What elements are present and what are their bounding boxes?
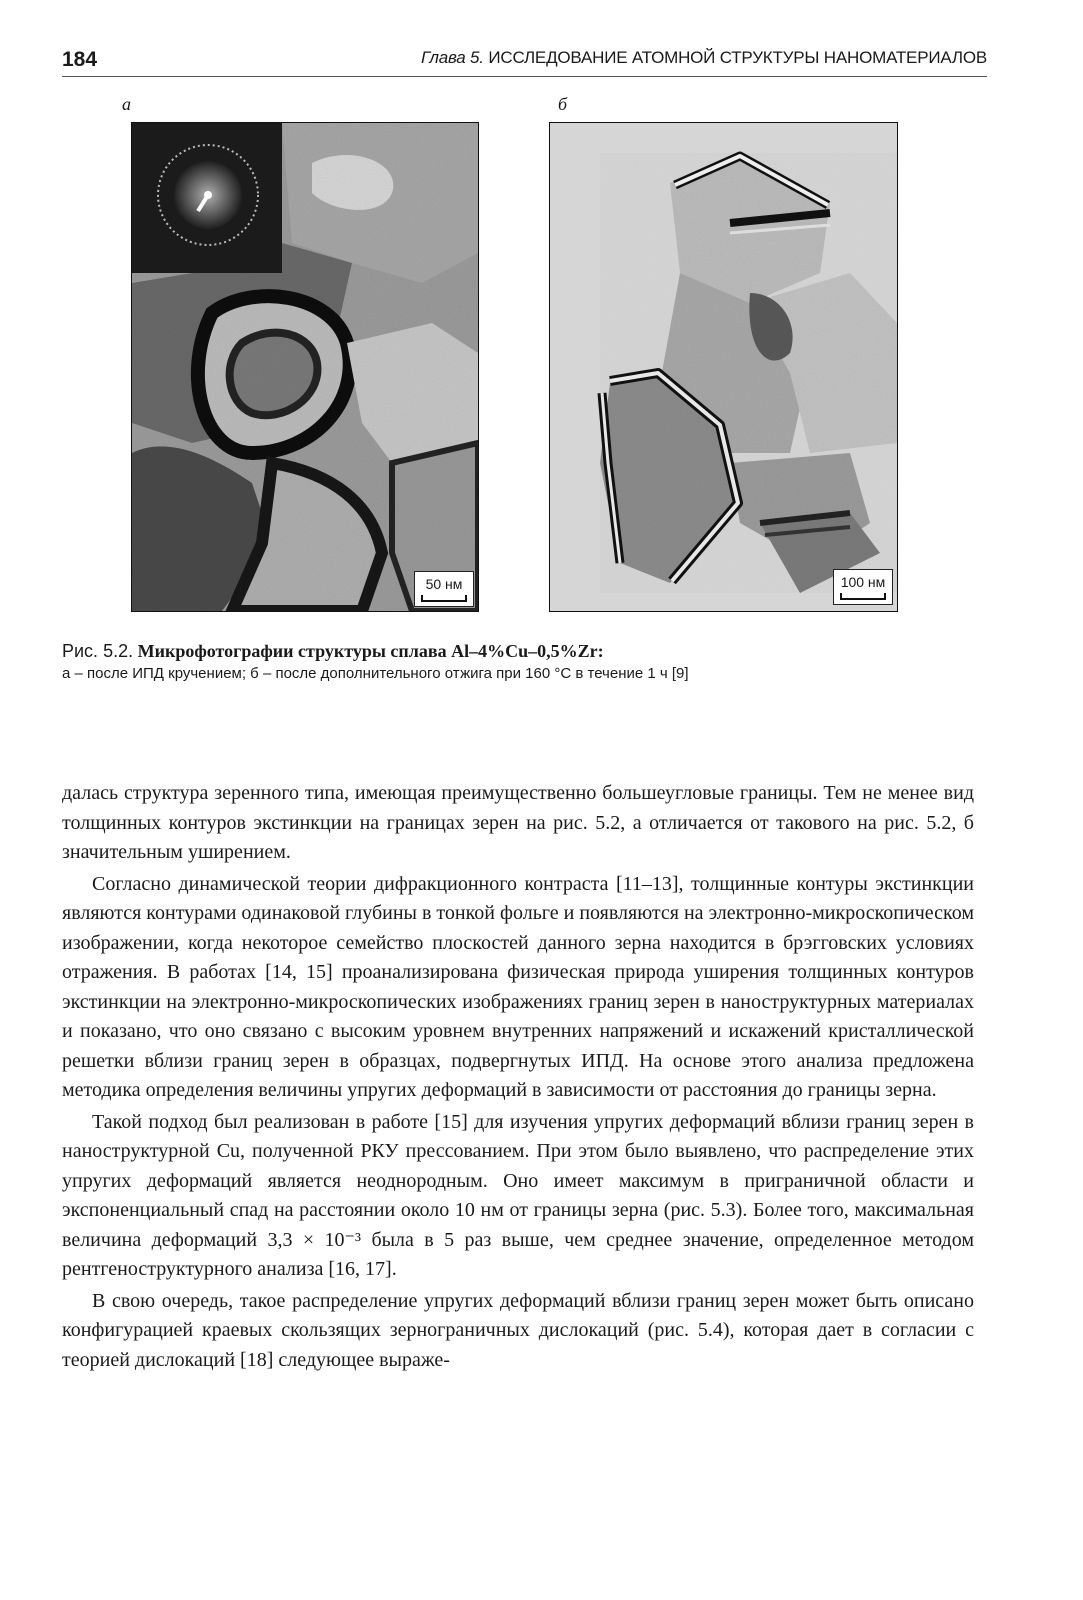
caption-subtitle: а – после ИПД кручением; б – после дополнительного отжига при 160 °С в течение 1 ч [9]: [62, 665, 689, 682]
caption-number: Рис. 5.2.: [62, 641, 134, 661]
header-rule: [62, 76, 987, 77]
panel-b-label: б: [558, 94, 568, 114]
page-number: 184: [62, 48, 98, 71]
micrograph-a-image: [132, 123, 478, 611]
scale-bar-a-line: [421, 595, 467, 602]
page-header: [62, 44, 987, 74]
scale-bar-b-label: 100 нм: [840, 574, 886, 590]
micrograph-a: [131, 122, 479, 612]
paragraph-3: Такой подход был реализован в работе [15] для изучения упругих деформаций вблизи границ зерен в наноструктурной Cu, полученной РКУ прессованием. При этом было выявлено, что распределение этих упругих деформаций является неоднородным. Оно имеет максимум в приграничной области и экспоненциальный спад на расстоянии около 10 нм от границы зерна (рис. 5.3). Более того, максимальная величина деформаций 3,3 × 10⁻³ была в 5 раз выше, чем среднее значение, определенное методом рентгеноструктурного анализа [16, 17].: [62, 1110, 974, 1280]
paragraph-2: Согласно динамической теории дифракционного контраста [11–13], толщинные контуры экстинкции являются контурами одинаковой глубины в тонкой фольге и появляются на электронно-микроскопическом изображении, когда некоторое семейство плоскостей данного зерна находится в брэгговских условиях отражения. В работах [14, 15] проанализирована физическая природа уширения толщинных контуров экстинкции на электронно-микроскопических изображениях границ зерен в наноструктурных материалах и показано, что оно связано с высоким уровнем внутренних напряжений и искажений кристаллической решетки вблизи границ зерен в образцах, подвергнутых ИПД. На основе этого анализа предложена методика определения величины упругих деформаций в зависимости от расстояния до границы зерна.: [62, 872, 974, 1101]
scale-bar-b-line: [840, 593, 886, 600]
running-title: [421, 48, 987, 68]
chapter-label: Глава 5.: [421, 48, 484, 67]
micrograph-b: [549, 122, 898, 612]
caption-heading: Микрофотографии структуры сплава Al–4%Cu–0,5%Zr:: [137, 641, 604, 661]
figure-caption: [62, 640, 992, 685]
paragraph-4: В свою очередь, такое распределение упругих деформаций вблизи границ зерен может быть описано конфигурацией краевых скользящих зернограничных дислокаций (рис. 5.4), которая дает в согласии с теорией дислокаций [18] следующее выраже-: [62, 1289, 974, 1371]
micrograph-b-image: [550, 123, 897, 611]
chapter-title: ИССЛЕДОВАНИЕ АТОМНОЙ СТРУКТУРЫ НАНОМАТЕРИАЛОВ: [488, 48, 987, 67]
paragraph-1: далась структура зеренного типа, имеющая преимущественно большеугловые границы. Тем не менее вид толщинных контуров экстинкции на границах зерен на рис. 5.2, а отличается от такового на рис. 5.2, б значительным уширением.: [62, 782, 974, 863]
scale-bar-a-label: 50 нм: [425, 576, 463, 592]
body-text: [62, 779, 974, 1375]
scale-bar-a: [414, 571, 474, 607]
caption-title: [62, 640, 992, 662]
scale-bar-b: [833, 569, 893, 605]
panel-a-label: а: [122, 94, 131, 114]
